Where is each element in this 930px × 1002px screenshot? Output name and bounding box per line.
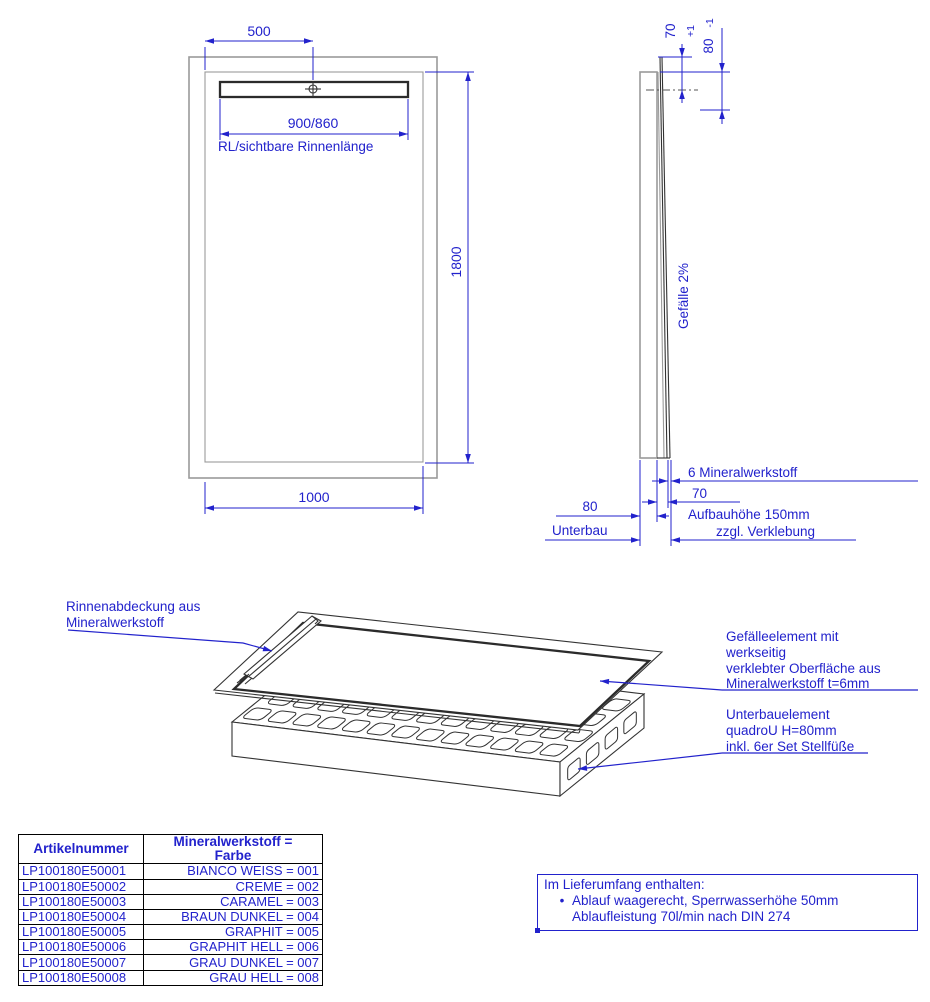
- table-header-row: [19, 835, 323, 864]
- dim-text-bottom-80: 80: [582, 499, 598, 514]
- underbody-caption: Unterbau: [552, 523, 608, 538]
- surface-note-4: Mineralwerkstoff t=6mm: [726, 676, 870, 691]
- base-note-1: Unterbauelement: [726, 707, 830, 722]
- height-note-1: Aufbauhöhe 150mm: [688, 507, 810, 522]
- channel-caption: RL/sichtbare Rinnenlänge: [218, 139, 374, 154]
- article-table: [18, 834, 323, 986]
- table-row: LP100180E50008 GRAU HELL = 008: [19, 970, 323, 985]
- header-farbe: Mineralwerkstoff = Farbe: [144, 835, 323, 864]
- surface-note-1: Gefälleelement mit: [726, 629, 839, 644]
- surface-note-2: werkseitig: [726, 645, 787, 660]
- table-row: LP100180E50006 GRAPHIT HELL = 006: [19, 940, 323, 955]
- underbody-profile: [640, 72, 657, 458]
- mineral-note: 6 Mineralwerkstoff: [688, 465, 798, 480]
- header-artikelnummer: Artikelnummer: [19, 835, 144, 864]
- base-note-2: quadroU H=80mm: [726, 723, 837, 738]
- tolerance-plus: +1: [685, 25, 697, 37]
- delivery-title: Im Lieferumfang enthalten:: [544, 877, 705, 892]
- cover-leader: [68, 630, 272, 651]
- tolerance-minus: -1: [704, 18, 716, 28]
- dim-text-1000: 1000: [298, 489, 330, 505]
- surface-note-3: verklebter Oberfläche aus: [726, 661, 881, 676]
- iso-view: [66, 599, 918, 796]
- dim-text-channel: 900/860: [287, 115, 339, 131]
- dim-text-top-80: 80: [701, 38, 716, 54]
- table-row: LP100180E50004 BRAUN DUNKEL = 004: [19, 909, 323, 924]
- table-row: LP100180E50005 GRAPHIT = 005: [19, 925, 323, 940]
- delivery-item: Ablauf waagerecht, Sperrwasserhöhe 50mm Ablaufleistung 70l/min nach DIN 274: [572, 893, 839, 924]
- base-note-3: inkl. 6er Set Stellfüße: [726, 739, 855, 754]
- dim-text-1800: 1800: [448, 246, 464, 278]
- dim-text-500: 500: [247, 23, 271, 39]
- height-note-2: zzgl. Verklebung: [716, 524, 816, 539]
- bullet-icon: •: [559, 893, 565, 908]
- table-row: LP100180E50002 CREME = 002: [19, 879, 323, 894]
- table-row: LP100180E50003 CARAMEL = 003: [19, 894, 323, 909]
- table-row: LP100180E50007 GRAU DUNKEL = 007: [19, 955, 323, 970]
- cover-note-1: Rinnenabdeckung aus: [66, 599, 201, 614]
- slope-label: Gefälle 2%: [676, 262, 691, 330]
- side-view: [545, 18, 918, 546]
- plan-view: [189, 23, 474, 514]
- cover-note-2: Mineralwerkstoff: [66, 615, 165, 630]
- dim-text-top-70: 70: [663, 23, 678, 39]
- channel-center-mark: [305, 81, 321, 97]
- table-row: LP100180E50001 BIANCO WEISS = 001: [19, 864, 323, 879]
- dim-text-bottom-70: 70: [692, 486, 708, 501]
- box-corner-dot: [535, 928, 540, 933]
- delivery-scope-box: [537, 874, 918, 931]
